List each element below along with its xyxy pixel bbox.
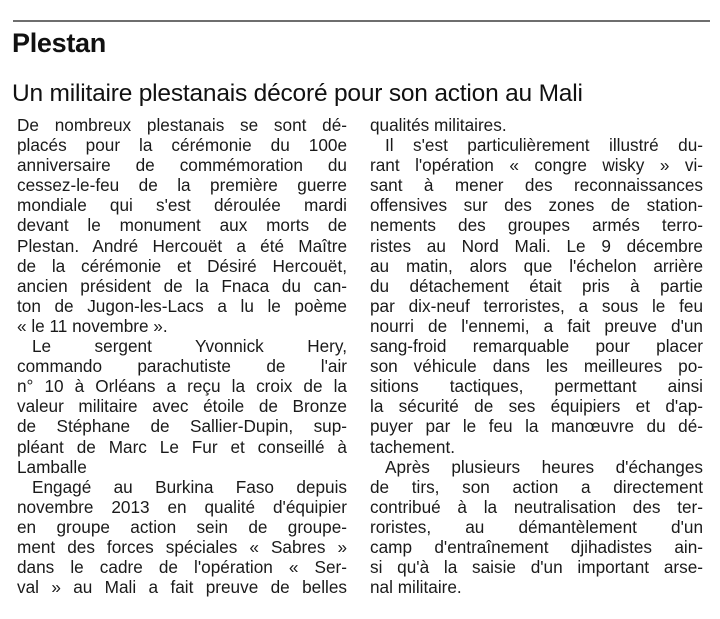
text-line: dans le cadre de l'opération « Ser- [17,557,347,578]
text-line: en groupe action sein de groupe- [17,516,347,537]
text-line: camp d'entraînement djihadistes ain- [370,536,703,557]
text-line: novembre 2013 en qualité d'équipier [17,496,347,517]
text-line: nements des groupes armés terro- [370,215,703,236]
text-line: anniversaire de commémoration du [17,155,347,176]
text-line: ancien président de la Fnaca du can- [17,275,347,296]
article-column-left [17,115,347,597]
text-line: la sécurité de ses équipiers et d'ap- [370,396,703,417]
text-line: ristes au Nord Mali. Le 9 décembre [370,235,703,256]
text-line: sant à mener des reconnaissances [370,175,703,196]
text-line: nourri de l'ennemi, a fait preuve d'un [370,315,703,336]
text-line: ment des forces spéciales « Sabres » [17,536,347,557]
top-rule-divider [13,20,710,22]
text-line: Plestan. André Hercouët a été Maître [17,235,347,256]
text-line: roristes, au démantèlement d'un [370,516,703,537]
text-line: Il s'est particulièrement illustré du- [385,135,703,156]
text-line: de Stéphane de Sallier-Dupin, sup- [17,416,347,437]
text-line: pléant de Marc Le Fur et conseillé à [17,436,347,457]
text-line: val » au Mali a fait preuve de belles [17,577,347,598]
text-line: puyer par le feu la manœuvre du dé- [370,416,703,437]
text-line: par dix-neuf terroristes, a sous le feu [370,295,703,316]
text-line: nal militaire. [370,577,462,598]
text-line: Engagé au Burkina Faso depuis [32,476,347,497]
section-title: Plestan [12,28,106,58]
article-column-right [370,115,703,597]
text-line: au matin, alors que l'échelon arrière [370,255,703,276]
text-line: sitions tactiques, permettant ainsi [370,376,703,397]
text-line: offensives sur des zones de station- [370,195,703,216]
text-line: si qu'à la saisie d'un important arse- [370,557,703,578]
text-line: cessez-le-feu de la première guerre [17,175,347,196]
text-line: de tirs, son action a directement [370,476,703,497]
text-line: rant l'opération « congre wisky » vi- [370,155,703,176]
text-line: Après plusieurs heures d'échanges [385,456,703,477]
text-line: de la cérémonie et Désiré Hercouët, [17,255,347,276]
text-line: commando parachutiste de l'air [17,356,347,377]
text-line: mondiale qui s'est déroulée mardi [17,195,347,216]
text-line: « le 11 novembre ». [17,315,168,336]
text-line: Lamballe [17,456,87,477]
text-line: De nombreux plestanais se sont dé- [17,115,347,135]
text-line: placés pour la cérémonie du 100e [17,135,347,156]
text-line: du détachement était pris à partie [370,275,703,296]
text-line: devant le monument aux morts de [17,215,347,236]
text-line: Le sergent Yvonnick Hery, [32,336,347,357]
text-line: n° 10 à Orléans a reçu la croix de la [17,376,347,397]
text-line: ton de Jugon-les-Lacs a lu le poème [17,295,347,316]
text-line: tachement. [370,436,456,457]
text-line: son véhicule dans les meilleures po- [370,356,703,377]
text-line: sang-froid remarquable pour placer [370,336,703,357]
text-line: qualités militaires. [370,115,507,135]
article-headline: Un militaire plestanais décoré pour son action au Mali [12,80,583,107]
text-line: contribué à la neutralisation des ter- [370,496,703,517]
text-line: valeur militaire avec étoile de Bronze [17,396,347,417]
